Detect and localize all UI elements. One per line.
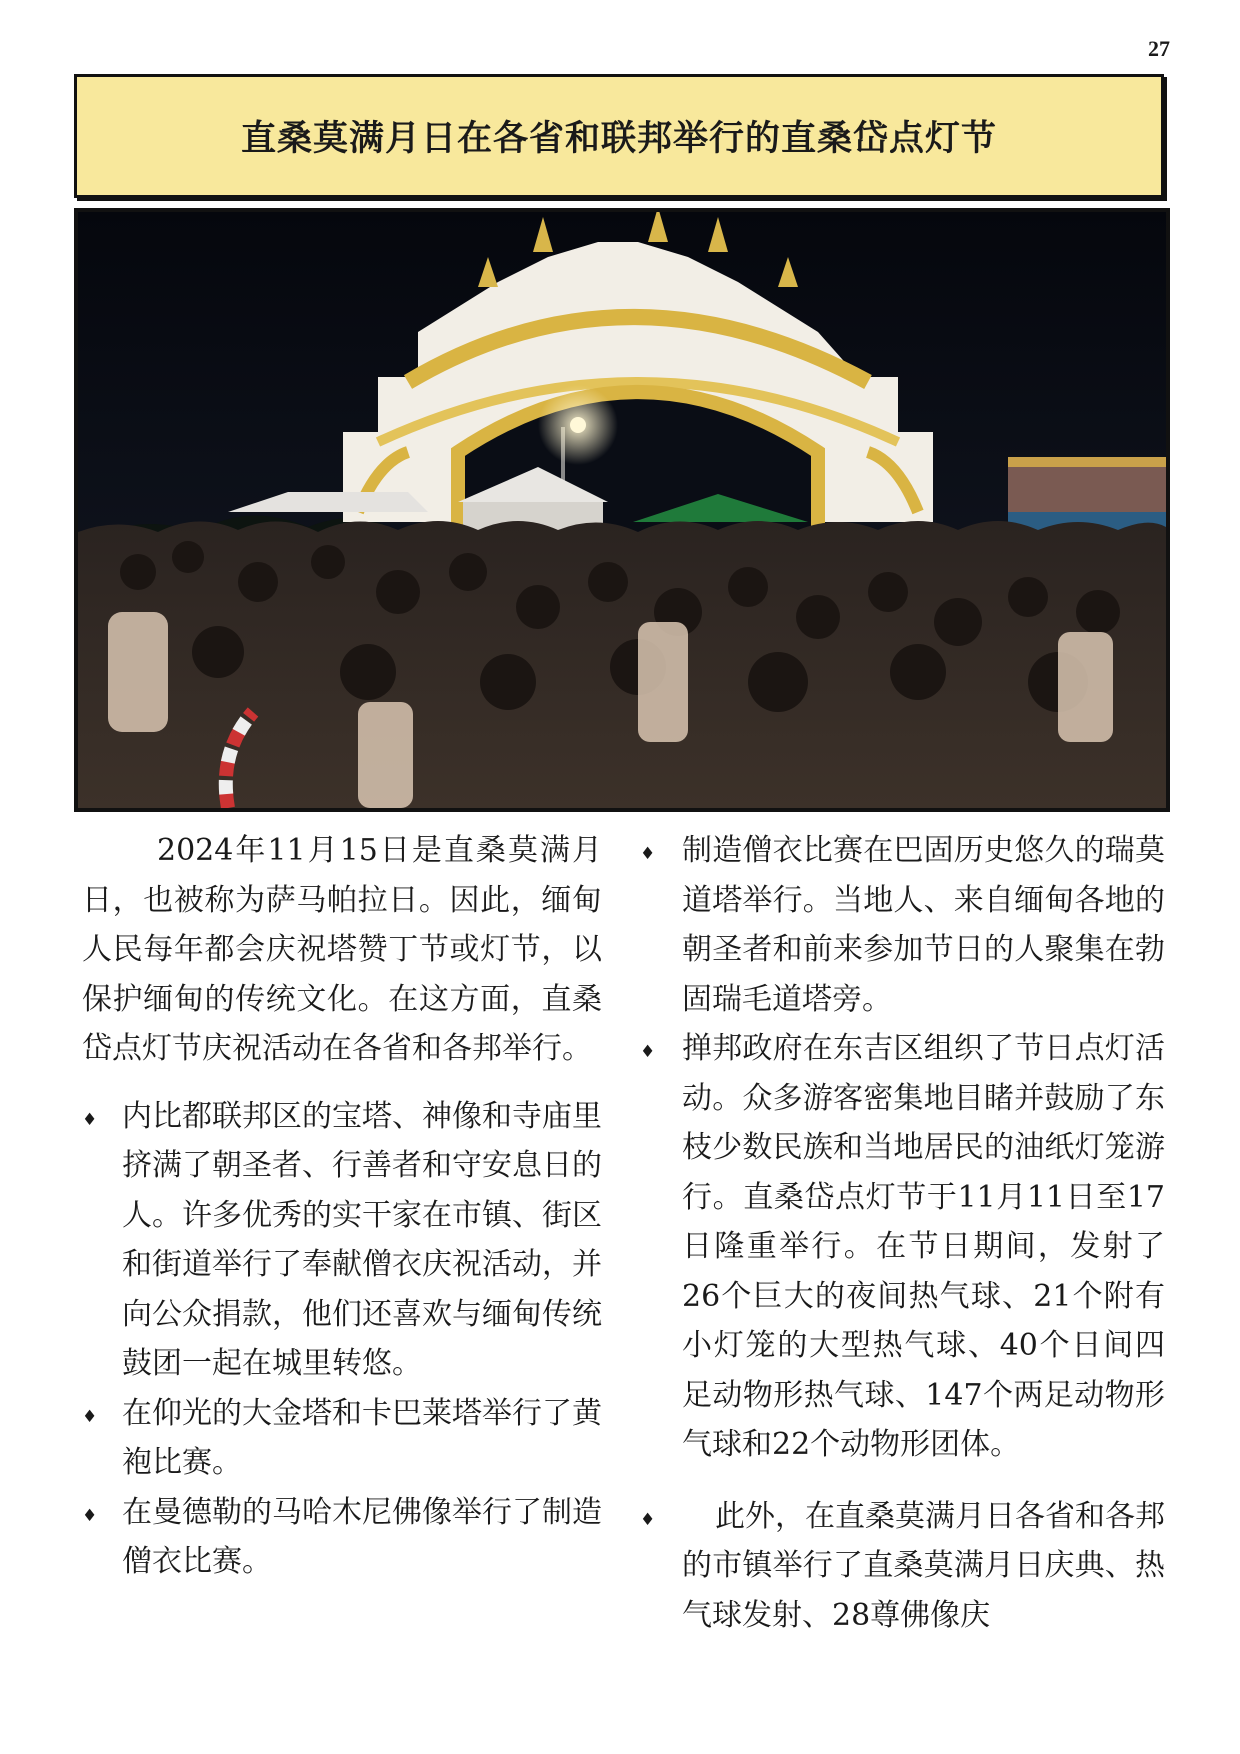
left-bullet-list — [82, 1092, 602, 1587]
diamond-bullet-icon: ♦ — [82, 1505, 98, 1526]
diamond-bullet-icon: ♦ — [82, 1406, 98, 1427]
intro-paragraph: 2024年11月15日是直桑莫满月日，也被称为萨马帕拉日。因此，缅甸人民每年都会庆祝塔赞丁节或灯节，以保护缅甸的传统文化。在这方面，直桑岱点灯节庆祝活动在各省和各邦举行。 — [82, 833, 602, 1066]
bullet-text: 掸邦政府在东吉区组织了节日点灯活动。众多游客密集地目睹并鼓励了东枝少数民族和当地居民的油纸灯笼游行。直桑岱点灯节于11月11日至17日隆重举行。在节日期间，发射了26个巨大的夜间热气球、21个附有小灯笼的大型热气球、40个日间四足动物形热气球、147个两足动物形气球和22个动物形团体。 — [682, 1031, 1165, 1462]
article-title: 直桑莫满月日在各省和联邦举行的直桑岱点灯节 — [240, 119, 997, 159]
bullet-text: 制造僧衣比赛在巴固历史悠久的瑞莫道塔举行。当地人、来自缅甸各地的朝圣者和前来参加节日的人聚集在勃固瑞毛道塔旁。 — [682, 833, 1165, 1017]
bullet-text: 此外，在直桑莫满月日各省和各邦的市镇举行了直桑莫满月日庆典、热气球发射、28尊佛像庆 — [682, 1498, 1165, 1633]
left-column — [82, 826, 602, 1587]
diamond-bullet-icon: ♦ — [640, 844, 656, 864]
pagoda-gate-crowd-photo — [78, 212, 1166, 808]
article-photo — [74, 208, 1170, 812]
bullet-text: 在曼德勒的马哈木尼佛像举行了制造僧衣比赛。 — [122, 1494, 602, 1579]
page-number: 27 — [1148, 36, 1170, 61]
right-bullet-list — [640, 826, 1165, 1640]
bullet-text: 内比都联邦区的宝塔、神像和寺庙里挤满了朝圣者、行善者和守安息日的人。许多优秀的实干家在市镇、街区和街道举行了奉献僧衣庆祝活动，并向公众捐款，他们还喜欢与缅甸传统鼓团一起在城里转悠。 — [122, 1098, 602, 1381]
list-item — [82, 1488, 602, 1587]
bullet-text: 在仰光的大金塔和卡巴莱塔举行了黄袍比赛。 — [122, 1395, 602, 1480]
list-item — [640, 1492, 1165, 1641]
diamond-bullet-icon: ♦ — [82, 1109, 98, 1130]
right-column — [640, 826, 1165, 1640]
diamond-bullet-icon: ♦ — [640, 1042, 656, 1062]
diamond-bullet-icon: ♦ — [640, 1509, 656, 1530]
title-banner — [74, 74, 1164, 198]
list-item — [640, 1024, 1165, 1470]
list-item — [82, 1389, 602, 1488]
list-item — [82, 1092, 602, 1389]
list-item — [640, 826, 1165, 1024]
